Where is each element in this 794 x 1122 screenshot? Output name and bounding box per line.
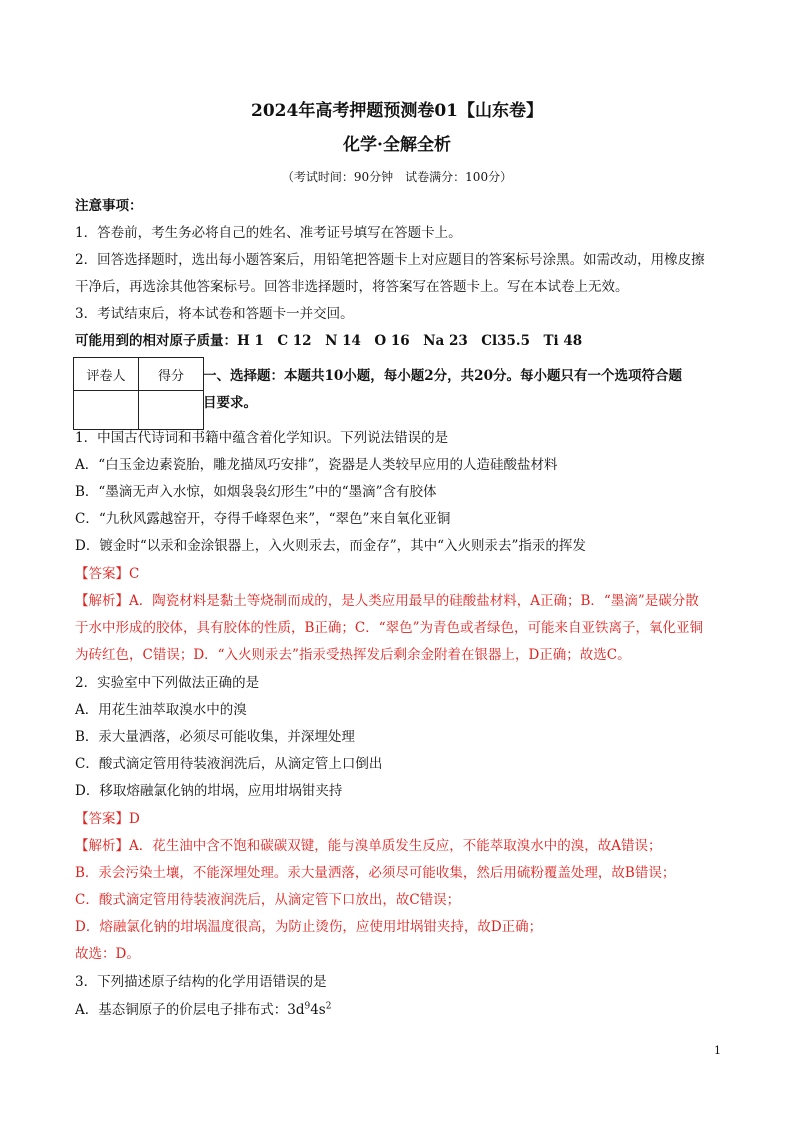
notice-item-1: 1．答卷前，考生务必将自己的姓名、准考证号填写在答题卡上。 (75, 225, 462, 241)
atomic-masses: 可能用到的相对原子质量：H 1 C 12 N 14 O 16 Na 23 Cl35.5 Ti 48 (75, 333, 583, 349)
q3-formula: $3d^94s^2$ (287, 1001, 332, 1018)
page-subtitle: 化学·全解全析 (343, 135, 451, 155)
q1-analysis-1: 【解析】A．陶瓷材料是黏土等烧制而成的，是人类应用最早的硅酸盐材料，A正确；B．“墨滴”是碳分散 (75, 593, 699, 609)
section-heading-cont: 目要求。 (203, 395, 257, 411)
exam-info: （考试时间：90分钟 试卷满分：100分） (281, 170, 513, 184)
q1-answer: 【答案】C (75, 566, 140, 582)
q2-analysis-4: D．熔融氯化钠的坩埚温度很高，为防止烫伤，应使用坩埚钳夹持，故D正确； (75, 919, 543, 935)
grader-header: 评卷人 (74, 358, 139, 391)
notice-item-3: 3．考试结束后，将本试卷和答题卡一并交回。 (75, 306, 354, 322)
page-number: 1 (714, 1044, 721, 1057)
section-heading: 一、选择题：本题共10小题，每小题2分，共20分。每小题只有一个选项符合题 (203, 368, 682, 384)
q1-option-d: D．镀金时“以汞和金涂银器上，入火则汞去，而金存”，其中“入火则汞去”指汞的挥发 (75, 538, 586, 554)
q2-analysis-3: C．酸式滴定管用待装液润洗后，从滴定管下口放出，故C错误； (75, 892, 461, 908)
q1-option-c: C．“九秋风露越窑开，夺得千峰翠色来”，“翠色”来自氧化亚铜 (75, 511, 451, 527)
score-table (73, 357, 204, 430)
q2-option-d: D．移取熔融氯化钠的坩埚，应用坩埚钳夹持 (75, 783, 343, 799)
notice-heading: 注意事项： (75, 198, 143, 214)
q3-stem: 3．下列描述原子结构的化学用语错误的是 (75, 974, 327, 990)
q1-option-a: A．“白玉金边素瓷胎，雕龙描凤巧安排”，瓷器是人类较早应用的人造硅酸盐材料 (75, 457, 558, 473)
q2-option-b: B．汞大量洒落，必须尽可能收集，并深埋处理 (75, 729, 355, 745)
score-cell (139, 391, 204, 430)
q3-option-a (75, 1000, 735, 1020)
q2-answer: 【答案】D (75, 811, 140, 827)
notice-item-2-cont: 干净后，再选涂其他答案标号。回答非选择题时，将答案写在答题卡上。写在本试卷上无效。 (75, 279, 629, 295)
q2-option-a: A．用花生油萃取溴水中的溴 (75, 702, 247, 718)
q1-analysis-3: 为砖红色，C错误；D．“入火则汞去”指汞受热挥发后剩余金附着在银器上，D正确；故选C。 (75, 647, 631, 663)
q2-analysis-1: 【解析】A．花生油中含不饱和碳碳双键，能与溴单质发生反应，不能萃取溴水中的溴，故A错误； (75, 838, 662, 854)
q3-option-a-prefix: A．基态铜原子的价层电子排布式： (75, 1002, 288, 1018)
q2-analysis-2: B．汞会污染土壤，不能深埋处理。汞大量洒落，必须尽可能收集，然后用硫粉覆盖处理，故B错误； (75, 865, 676, 881)
score-header: 得分 (139, 358, 204, 391)
q2-analysis-5: 故选：D。 (75, 946, 140, 962)
q2-stem: 2．实验室中下列做法正确的是 (75, 675, 260, 691)
q2-option-c: C．酸式滴定管用待装液润洗后，从滴定管上口倒出 (75, 756, 383, 772)
notice-item-2: 2．回答选择题时，选出每小题答案后，用铅笔把答题卡上对应题目的答案标号涂黑。如需改动，用橡皮擦 (75, 252, 705, 268)
q1-stem: 1．中国古代诗词和书籍中蕴含着化学知识。下列说法错误的是 (75, 430, 449, 446)
q1-analysis-2: 于水中形成的胶体，具有胶体的性质，B正确；C．“翠色”为青色或者绿色，可能来自亚铁离子，氧化亚铜 (75, 620, 704, 636)
grader-cell (74, 391, 139, 430)
page-title: 2024年高考押题预测卷01【山东卷】 (251, 101, 543, 121)
q1-option-b: B．“墨滴无声入水惊，如烟袅袅幻形生”中的“墨滴”含有胶体 (75, 484, 437, 500)
